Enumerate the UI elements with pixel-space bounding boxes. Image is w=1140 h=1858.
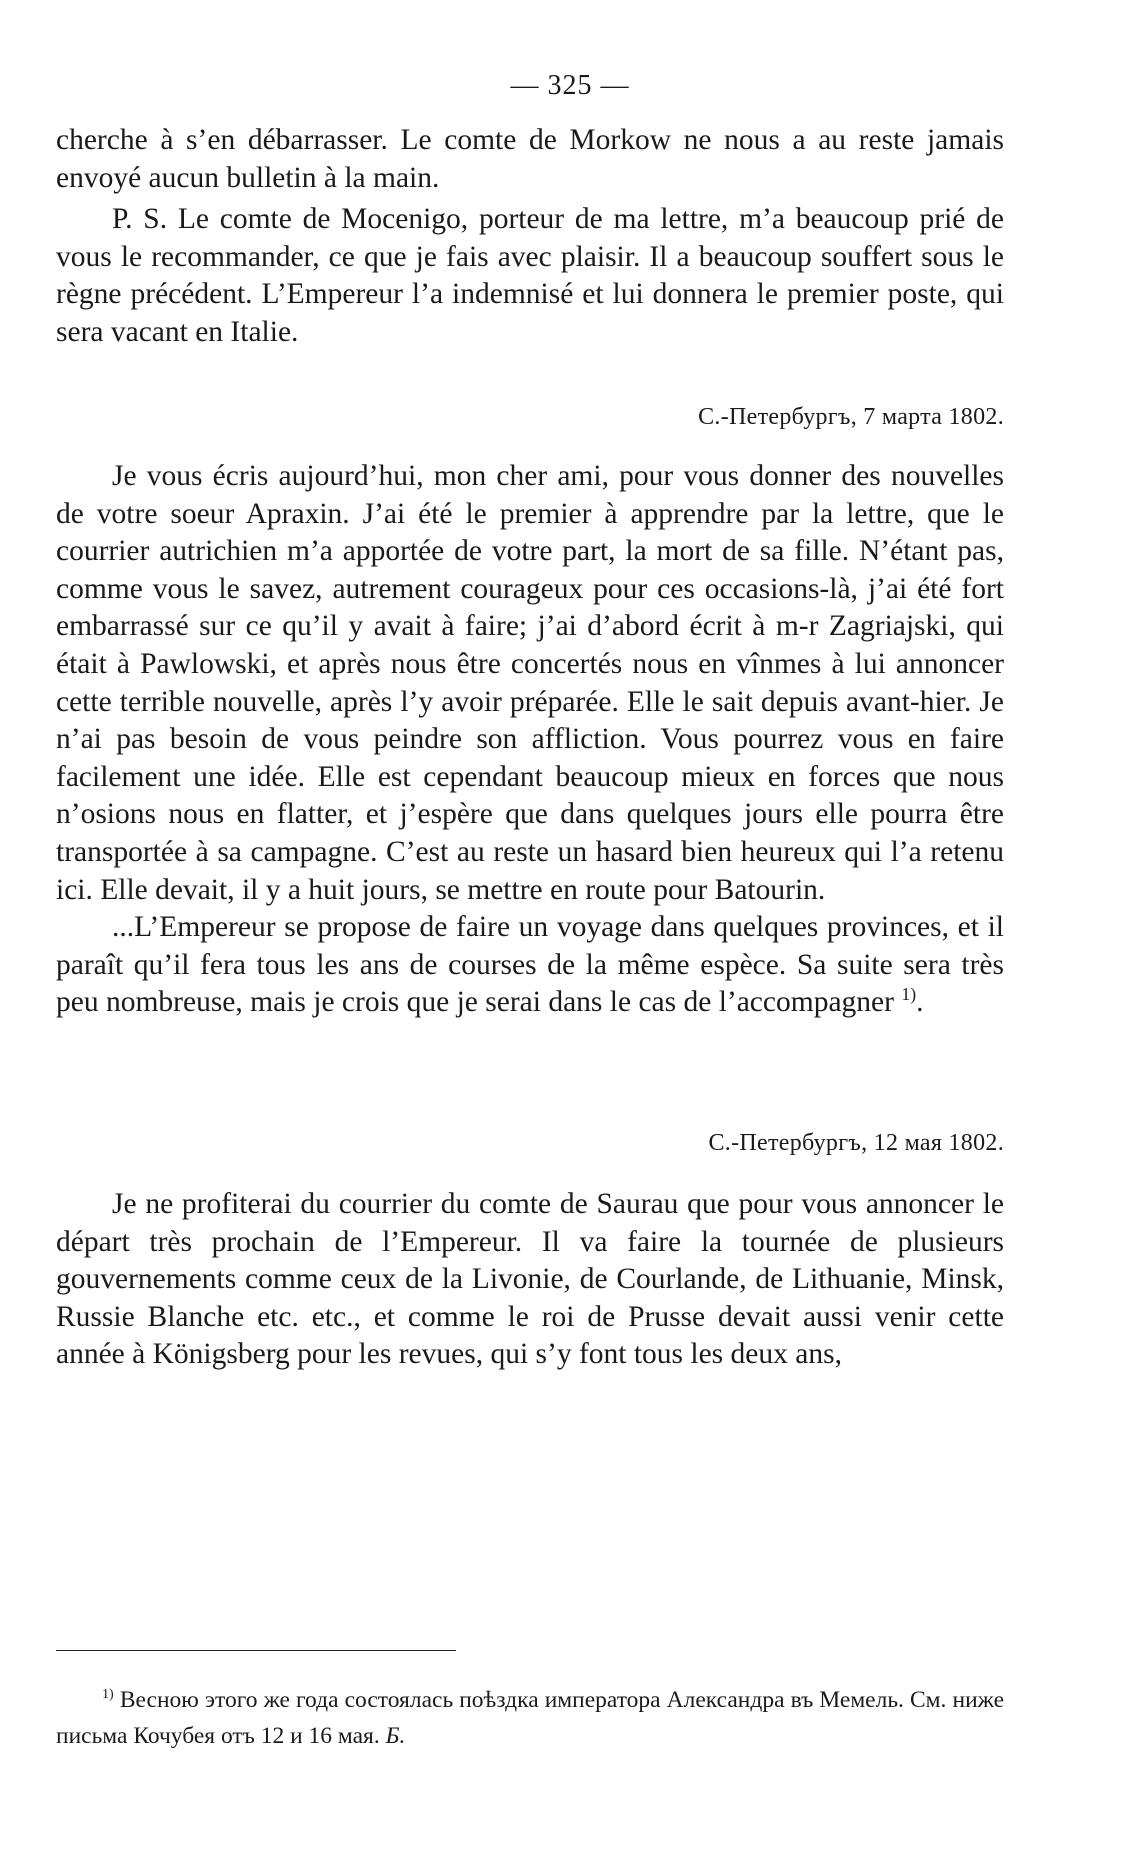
paragraph-march-2 bbox=[56, 909, 1004, 1022]
dateline-march: С.-Петербургъ, 7 марта 1802. bbox=[698, 404, 1004, 430]
text-block-postscript bbox=[56, 201, 1004, 351]
paragraph-march-1: Je vous écris aujourd’hui, mon cher ami, pour vous donner des nouvelles de votre soeur Apraxin. J’ai été le premier à apprendre par la lettre, que le courrier autrichien m’a apportée de votre part, la mort de sa fille. N’étant pas, comme vous le savez, autrement courageux pour ces occasions-là, j’ai été fort embarrassé sur ce qu’il y avait à faire; j’ai d’abord écrit à m-r Zagriajski, qui était à Pawlowski, et après nous être concertés nous en vînmes à lui annoncer cette terrible nouvelle, après l’y avoir préparée. Elle le sait depuis avant-hier. Je n’ai pas besoin de vous peindre son affliction. Vous pourrez vous en faire facilement une idée. Elle est cependant beaucoup mieux en forces que nous n’osions nous en flatter, et j’espère que dans quelques jours elle pourra être transportée à sa campagne. C’est au reste un hasard bien heureux qui l’a retenu ici. Elle devait, il y a huit jours, se mettre en route pour Batourin. bbox=[56, 460, 1004, 906]
footnote-text: Весною этого же года состоялась поѣздка императора Александра въ Мемель. См. ниже письма Кочубея отъ 12 и 16 мая. bbox=[56, 1687, 1005, 1749]
paragraph-march-2-text: ...L’Empereur se propose de faire un voyage dans quelques provinces, et il paraît qu’il fera tous les ans de courses de la même espèce. Sa suite sera très peu nombreuse, mais je crois que je serai dans le cas de l’accompagner bbox=[56, 911, 1004, 1019]
footnote-mark: 1) bbox=[102, 1686, 114, 1703]
paragraph-postscript: P. S. Le comte de Mocenigo, porteur de ma lettre, m’a beaucoup prié de vous le recommander, ce que je fais avec plaisir. Il a beaucoup souffert sous le règne précédent. L’Empereur l’a indemnisé et lui donnera le premier poste, qui sera vacant en Italie. bbox=[56, 203, 1004, 348]
paragraph-march-2-end: . bbox=[916, 986, 924, 1019]
footnote-divider bbox=[56, 1650, 456, 1651]
page-number: — 325 — bbox=[510, 70, 630, 101]
letter-may bbox=[56, 1186, 1004, 1374]
paragraph-may: Je ne profiterai du courrier du comte de Saurau que pour vous annoncer le départ très prochain de l’Empereur. Il va faire la tournée de plusieurs gouvernements comme ceux de la Livonie, de Courlande, de Lithuanie, Minsk, Russie Blanche etc. etc., et comme le roi de Prusse devait aussi venir cette année à Königsberg pour les revues, qui s’y font tous les deux ans, bbox=[56, 1188, 1004, 1371]
text-block-continuation bbox=[56, 122, 1004, 197]
paragraph-continuation: cherche à s’en débarrasser. Le comte de Morkow ne nous a au reste jamais envoyé aucun bulletin à la main. bbox=[56, 124, 1004, 194]
footnote-reference: 1) bbox=[901, 984, 917, 1005]
footnote-paragraph bbox=[56, 1682, 1004, 1754]
dateline-may: С.-Петербургъ, 12 мая 1802. bbox=[708, 1130, 1004, 1156]
footnote bbox=[56, 1682, 1004, 1754]
footnote-author: Б. bbox=[385, 1723, 406, 1749]
letter-march bbox=[56, 458, 1004, 1022]
